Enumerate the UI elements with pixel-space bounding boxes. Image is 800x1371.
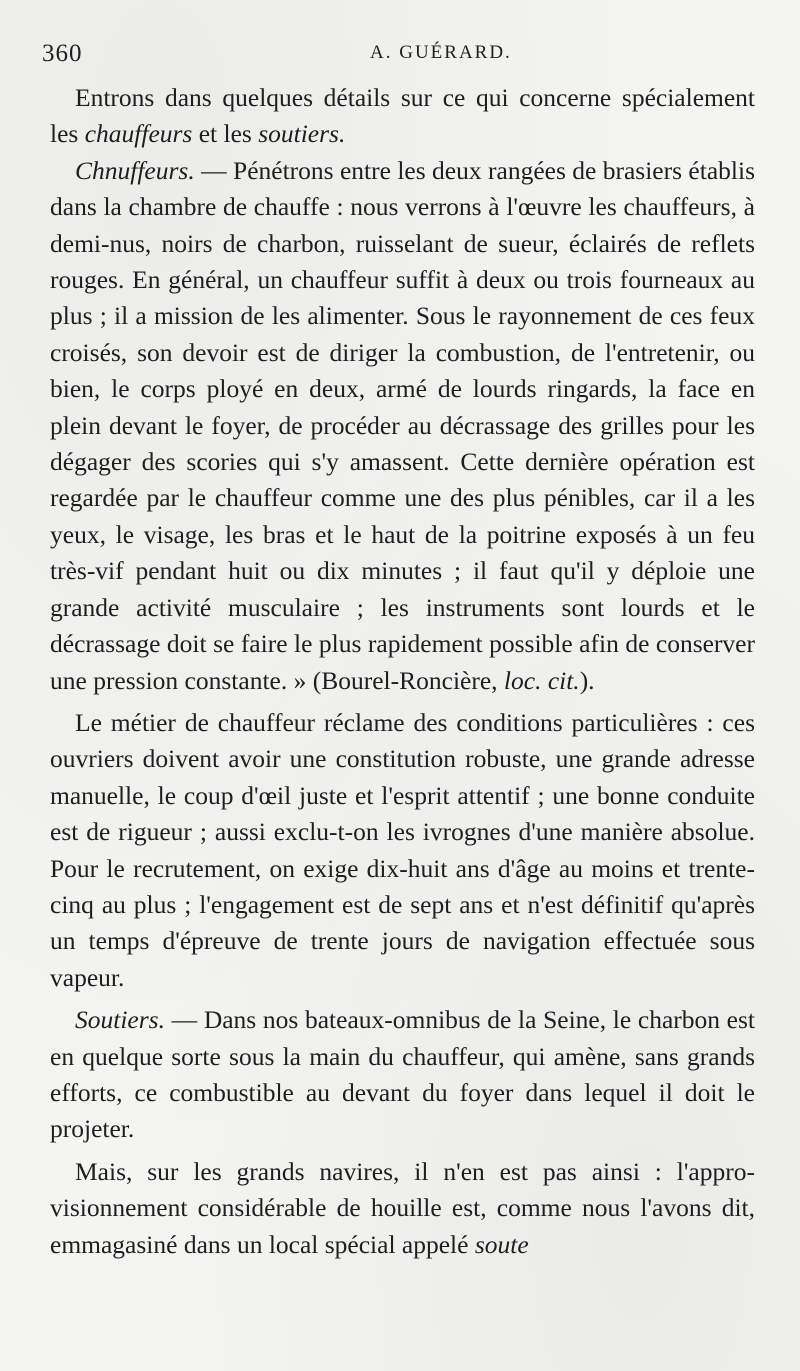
- paragraph: [50, 1154, 755, 1263]
- italic-run: Chnuffeurs.: [75, 155, 195, 185]
- paragraph: [50, 80, 755, 153]
- paragraph: [50, 705, 755, 996]
- text-run: — Dans nos bateaux-omnibus de la Seine, le charbon est en quelque sorte sous la main du chauffeur, qui amène, sans grands efforts, ce combustible au devant du foyer dans lequel il doit le projeter.: [50, 1005, 755, 1144]
- italic-run: soute: [474, 1229, 529, 1259]
- text-run: et les: [192, 119, 259, 149]
- body-text: [50, 80, 755, 1263]
- text-run: Le métier de chauffeur réclame des conditions particulières : ces ouvriers doivent avoir une constitution robuste, une grande adresse manuelle, le coup d'œil juste et l'esprit attentif ; une bonne conduite est de rigueur ; aussi exclu-t-on les ivrognes d'une manière absolue. Pour le recrutement, on exige dix-huit ans d'âge au moins et trente-cinq au plus ; l'engagement est de sept ans et n'est définitif qu'après un temps d'épreuve de trente jours de navigation effectuée sous vapeur.: [50, 707, 755, 992]
- italic-run: soutiers.: [258, 119, 346, 149]
- paragraph: [50, 1002, 755, 1148]
- text-run: Mais, sur les grands navires, il n'en est pas ainsi : l'approvisionnement considérable de houille est, comme nous l'avons dit, emmagasiné dans un local spécial appelé: [50, 1156, 755, 1259]
- italic-run: loc. cit.: [503, 665, 580, 695]
- paragraph: [50, 153, 755, 699]
- text-run: — Pénétrons entre les deux rangées de brasiers établis dans la chambre de chauffe : nous verrons à l'œuvre les chauffeurs, à demi-nus, noirs de charbon, ruisselant de sueur, éclairés de reflets rouges. En général, un chauffeur suffit à deux ou trois fourneaux au plus ; il a mission de les alimenter. Sous le rayonnement de ces feux croisés, son devoir est de diriger la combustion, de l'entretenir, ou bien, le corps ployé en deux, armé de lourds ringards, la face en plein devant le foyer, de procéder au décrassage des grilles pour les dégager des scories qui s'y amassent. Cette dernière opération est regardée par le chauffeur comme une des plus pénibles, car il a les yeux, le visage, les bras et le haut de la poitrine exposés à un feu très-vif pendant huit ou dix minutes ; il faut qu'il y déploie une grande activité musculaire ; les instruments sont lourds et le décrassage doit se faire le plus rapidement possible afin de conserver une pression constante. » (Bourel-Roncière,: [50, 155, 755, 695]
- page-header: [42, 40, 762, 74]
- running-head: A. GUÉRARD.: [370, 42, 512, 63]
- page-number: 360: [42, 40, 83, 67]
- text-run: ).: [579, 665, 595, 695]
- text-run: Entrons dans quelques détails sur ce qui concerne spécialement les: [50, 83, 755, 149]
- italic-run: Soutiers.: [75, 1005, 165, 1035]
- italic-run: chauffeurs: [84, 119, 193, 149]
